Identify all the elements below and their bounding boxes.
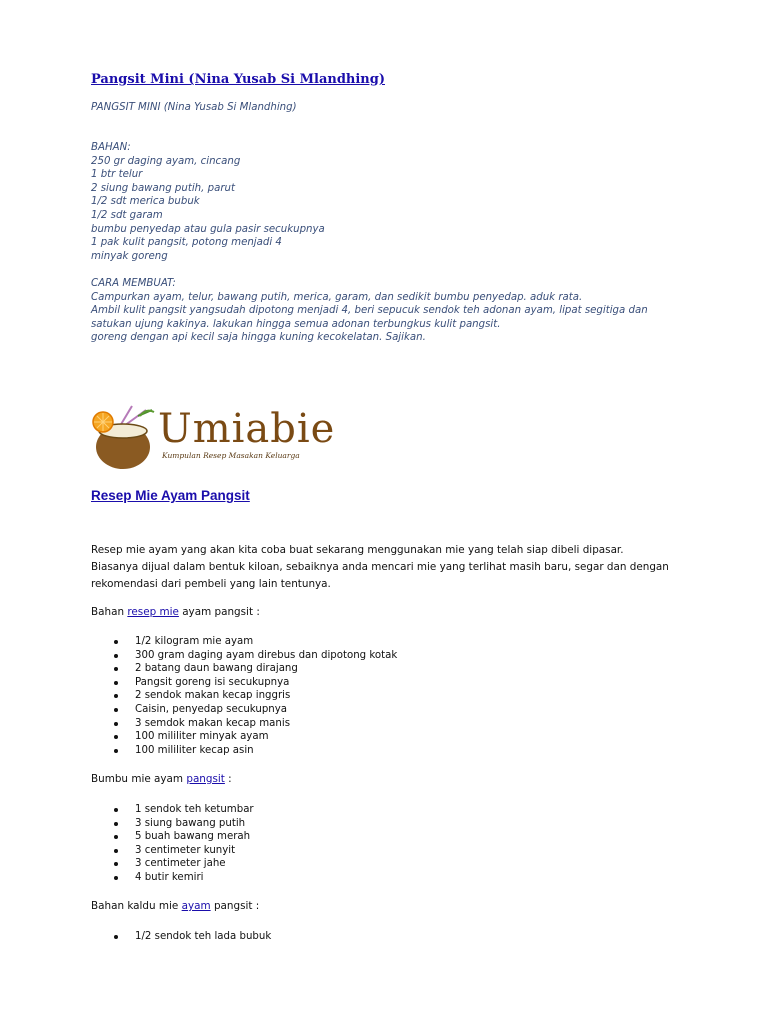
list-item: 3 semdok makan kecap manis bbox=[91, 717, 397, 731]
list-item: 4 butir kemiri bbox=[91, 871, 254, 885]
method-step: Campurkan ayam, telur, bawang putih, merica, garam, dan sedikit bumbu penyedap. aduk rata. bbox=[91, 291, 583, 303]
recipe2-title-link[interactable]: Resep Mie Ayam Pangsit bbox=[91, 488, 250, 503]
logo-brand: Umiabie bbox=[158, 406, 336, 452]
kaldu-label bbox=[91, 898, 671, 915]
ingredient-line: minyak goreng bbox=[91, 250, 168, 262]
ingredient-line: 250 gr daging ayam, cincang bbox=[91, 155, 241, 167]
recipe1-method bbox=[91, 277, 661, 345]
list-item: Caisin, penyedap secukupnya bbox=[91, 703, 397, 717]
resep-mie-link[interactable]: resep mie bbox=[127, 606, 179, 618]
ingredient-line: 1/2 sdt merica bubuk bbox=[91, 196, 200, 208]
list-item: 300 gram daging ayam direbus dan dipotong kotak bbox=[91, 649, 397, 663]
method-step: goreng dengan api kecil saja hingga kuning kecokelatan. Sajikan. bbox=[91, 332, 426, 344]
bumbu-list bbox=[91, 803, 254, 885]
bumbu-label bbox=[91, 771, 671, 788]
recipe1-ingredients bbox=[91, 141, 671, 263]
recipe1-subtitle-text: PANGSIT MINI (Nina Yusab Si Mlandhing) bbox=[91, 102, 297, 113]
list-item: 100 mililiter kecap asin bbox=[91, 744, 397, 758]
ingredient-line: 1/2 sdt garam bbox=[91, 209, 163, 221]
list-item: 1/2 sendok teh lada bubuk bbox=[91, 930, 271, 944]
coconut-drink-icon bbox=[90, 404, 160, 474]
list-item: 3 centimeter kunyit bbox=[91, 844, 254, 858]
list-item: 100 mililiter minyak ayam bbox=[91, 730, 397, 744]
method-step: Ambil kulit pangsit yangsudah dipotong menjadi 4, beri sepucuk sendok teh adonan ayam, lipat segitiga dan satukan ujung kakinya. lakukan hingga semua adonan terbungkus kulit pangsit. bbox=[91, 305, 648, 330]
ingredient-line: 2 siung bawang putih, parut bbox=[91, 182, 235, 194]
method-heading: CARA MEMBUAT: bbox=[91, 278, 176, 289]
ingredients-heading: BAHAN: bbox=[91, 142, 131, 153]
recipe1-title-link[interactable]: Pangsit Mini (Nina Yusab Si Mlandhing) bbox=[91, 72, 385, 87]
bahan-label-pre: Bahan bbox=[91, 606, 128, 618]
logo-tagline: Kumpulan Resep Masakan Keluarga bbox=[162, 451, 300, 460]
kaldu-list bbox=[91, 930, 271, 944]
pangsit-link[interactable]: pangsit bbox=[186, 773, 225, 785]
bumbu-label-pre: Bumbu mie ayam bbox=[91, 773, 187, 785]
kaldu-label-pre: Bahan kaldu mie bbox=[91, 900, 182, 912]
kaldu-label-post: pangsit : bbox=[210, 900, 260, 912]
umiabie-logo bbox=[90, 404, 340, 474]
ingredient-line: bumbu penyedap atau gula pasir secukupnya bbox=[91, 223, 325, 235]
list-item: 1 sendok teh ketumbar bbox=[91, 803, 254, 817]
list-item: 2 sendok makan kecap inggris bbox=[91, 689, 397, 703]
list-item: 2 batang daun bawang dirajang bbox=[91, 662, 397, 676]
list-item: 3 siung bawang putih bbox=[91, 817, 254, 831]
bahan-label bbox=[91, 604, 671, 621]
list-item: 5 buah bawang merah bbox=[91, 830, 254, 844]
ingredient-line: 1 pak kulit pangsit, potong menjadi 4 bbox=[91, 237, 282, 249]
ayam-link[interactable]: ayam bbox=[181, 900, 211, 912]
bahan-label-post: ayam pangsit : bbox=[178, 606, 260, 618]
recipe1-subtitle bbox=[91, 101, 671, 115]
list-item: Pangsit goreng isi secukupnya bbox=[91, 676, 397, 690]
list-item: 3 centimeter jahe bbox=[91, 857, 254, 871]
recipe2-intro: Resep mie ayam yang akan kita coba buat sekarang menggunakan mie yang telah siap dibeli dipasar. Biasanya dijual dalam bentuk kiloan, sebaiknya anda mencari mie yang terlihat masih baru, segar dan dengan rekomendasi dari pembeli yang lain tentunya. bbox=[91, 544, 669, 590]
bahan-list bbox=[91, 635, 397, 757]
bumbu-label-post: : bbox=[224, 773, 232, 785]
ingredient-line: 1 btr telur bbox=[91, 169, 143, 181]
list-item: 1/2 kilogram mie ayam bbox=[91, 635, 397, 649]
